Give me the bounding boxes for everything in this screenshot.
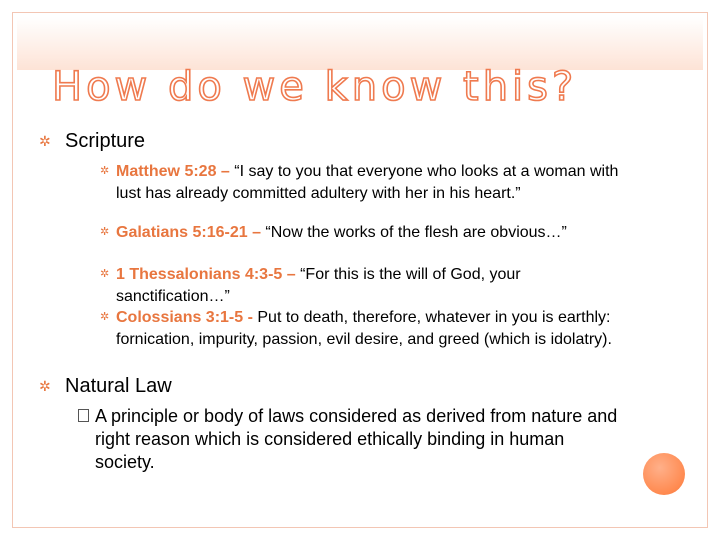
decorative-circle [643, 453, 685, 495]
bullet-natural-law-label: Natural Law [65, 375, 172, 397]
list-item [100, 222, 630, 244]
scripture-reference: Colossians 3:1-5 - [116, 309, 253, 326]
list-item [100, 307, 630, 350]
list-item [100, 161, 630, 204]
scripture-quote: “For this is the will of God, your sanctification…” [116, 266, 521, 305]
natural-law-definition: A principle or body of laws considered as derived from nature and right reason which is considered ethically binding in human society. [95, 406, 618, 472]
gear-bullet-icon: ✲ [100, 226, 110, 238]
title-band [17, 17, 703, 70]
scripture-reference: Galatians 5:16-21 – [116, 224, 261, 241]
list-item [78, 405, 618, 474]
scripture-quote: “Now the works of the flesh are obvious…” [260, 224, 567, 241]
bullet-scripture-label: Scripture [65, 130, 146, 152]
gear-bullet-icon: ✲ [100, 311, 110, 323]
scripture-reference: Matthew 5:28 – [116, 163, 230, 180]
box-bullet-icon [78, 409, 89, 422]
gear-bullet-icon: ✲ [100, 268, 110, 280]
scripture-reference: 1 Thessalonians 4:3-5 – [116, 266, 296, 283]
scripture-quote: “I say to you that everyone who looks at a woman with lust has already committed adultery with her in his heart.” [116, 163, 619, 202]
scripture-quote: Put to death, therefore, whatever in you is earthly: fornication, impurity, passion, evil desire, and greed (which is idolatry). [116, 309, 612, 348]
gear-bullet-icon: ✲ [39, 133, 51, 149]
list-item [100, 264, 630, 307]
gear-bullet-icon: ✲ [39, 378, 51, 394]
slide-title: How do we know this? [52, 64, 578, 110]
gear-bullet-icon: ✲ [100, 165, 110, 177]
